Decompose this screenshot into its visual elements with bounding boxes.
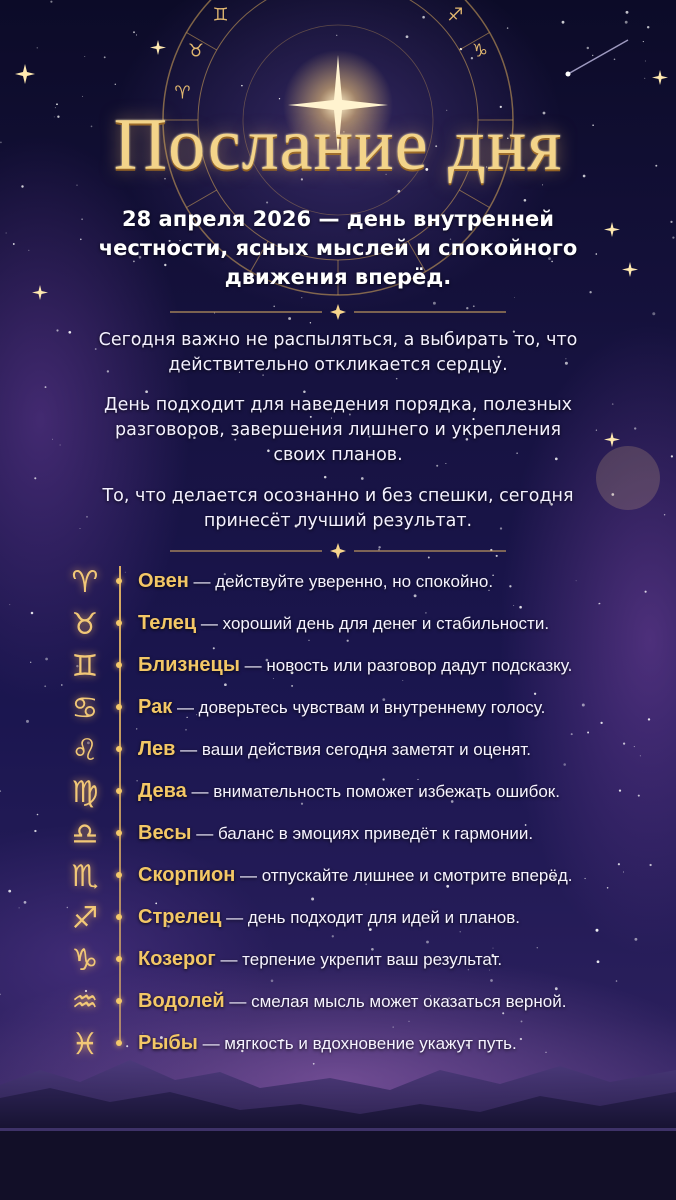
sign-name: Рыбы	[138, 1032, 198, 1054]
paragraph-1: Сегодня важно не распыляться, а выбирать то, что действительно откликается сердцу.	[98, 330, 578, 375]
sign-name: Стрелец	[138, 906, 222, 928]
sign-advice: — терпение укрепит ваш результат.	[215, 950, 503, 969]
sign-advice: — действуйте уверенно, но спокойно.	[188, 572, 494, 591]
bullet-dot	[116, 620, 122, 626]
sign-row	[64, 982, 664, 1024]
sign-advice: — отпускайте лишнее и смотрите вперёд.	[235, 866, 573, 885]
divider-bottom	[170, 543, 506, 559]
capricorn-icon: ♑	[71, 943, 99, 978]
sign-advice: — ваши действия сегодня заметят и оценят.	[175, 740, 531, 759]
zodiac-sign-list	[64, 562, 664, 1066]
aries-icon: ♈	[71, 565, 99, 600]
divider-top	[170, 304, 506, 320]
sign-name: Весы	[138, 822, 192, 844]
sign-advice: — внимательность поможет избежать ошибок.	[186, 782, 560, 801]
sign-advice: — мягкость и вдохновение укажут путь.	[197, 1034, 517, 1053]
sign-description	[138, 694, 545, 721]
libra-icon: ♎	[71, 817, 99, 852]
cancer-icon: ♋	[71, 691, 99, 726]
sign-row	[64, 1024, 664, 1066]
sign-advice: — доверьтесь чувствам и внутреннему голосу.	[172, 698, 546, 717]
sign-description	[138, 736, 531, 763]
bullet-dot	[116, 788, 122, 794]
sign-row	[64, 772, 664, 814]
bullet-dot	[116, 998, 122, 1004]
sign-description	[138, 568, 493, 595]
sign-name: Телец	[138, 612, 197, 634]
wheel-glyph-icon: ♐	[447, 4, 464, 26]
sign-row	[64, 604, 664, 646]
sign-advice: — смелая мысль может оказаться верной.	[224, 992, 567, 1011]
wheel-glyph-icon: ♉	[187, 40, 205, 62]
sign-advice: — новость или разговор дадут подсказку.	[239, 656, 573, 675]
sign-row	[64, 562, 664, 604]
water	[0, 1128, 676, 1200]
sign-name: Козерог	[138, 948, 216, 970]
sign-name: Скорпион	[138, 864, 236, 886]
sign-description	[138, 610, 549, 637]
sign-advice: — хороший день для денег и стабильности.	[196, 614, 550, 633]
sign-name: Лев	[138, 738, 176, 760]
sign-row	[64, 688, 664, 730]
sign-row	[64, 646, 664, 688]
sign-row	[64, 940, 664, 982]
sign-row	[64, 814, 664, 856]
wheel-glyph-icon: ♈	[174, 82, 191, 104]
bullet-dot	[116, 662, 122, 668]
paragraph-3: То, что делается осознанно и без спешки, сегодня принесёт лучший результат.	[102, 486, 574, 531]
sign-name: Водолей	[138, 990, 225, 1012]
bullet-dot	[116, 830, 122, 836]
intro-text: 28 апреля 2026 — день внутренней честности, ясных мыслей и спокойного движения вперёд.	[98, 207, 578, 289]
sign-advice: — баланс в эмоциях приведёт к гармонии.	[191, 824, 534, 843]
sign-row	[64, 856, 664, 898]
bullet-dot	[116, 956, 122, 962]
bullet-dot	[116, 914, 122, 920]
paragraph-2: День подходит для наведения порядка, полезных разговоров, завершения лишнего и укрепления своих планов.	[103, 395, 572, 465]
shooting-star	[566, 40, 629, 77]
bullet-dot	[116, 578, 122, 584]
page-title: Послание дня	[113, 104, 563, 186]
wheel-glyph-icon: ♑	[471, 40, 489, 62]
sign-description	[138, 904, 520, 931]
bullet-dot	[116, 872, 122, 878]
sagittarius-icon: ♐	[71, 901, 99, 936]
sign-row	[64, 730, 664, 772]
taurus-icon: ♉	[71, 607, 99, 642]
sign-name: Дева	[138, 780, 187, 802]
wheel-glyph-icon: ♊	[212, 4, 229, 26]
crescent-moon-icon	[596, 446, 660, 510]
sign-advice: — день подходит для идей и планов.	[221, 908, 520, 927]
sign-description	[138, 862, 572, 889]
sign-description	[138, 988, 566, 1015]
sign-description	[138, 778, 560, 805]
sign-name: Овен	[138, 570, 189, 592]
aquarius-icon: ♒	[71, 985, 99, 1020]
bullet-dot	[116, 746, 122, 752]
sign-name: Рак	[138, 696, 173, 718]
gemini-icon: ♊	[71, 649, 99, 684]
scorpio-icon: ♏	[71, 859, 99, 894]
sign-row	[64, 898, 664, 940]
pisces-icon: ♓	[71, 1027, 99, 1062]
sign-description	[138, 820, 533, 847]
leo-icon: ♌	[71, 733, 99, 768]
bullet-dot	[116, 1040, 122, 1046]
sign-name: Близнецы	[138, 654, 240, 676]
virgo-icon: ♍	[71, 775, 99, 810]
sign-description	[138, 652, 572, 679]
bullet-dot	[116, 704, 122, 710]
sign-description	[138, 1030, 517, 1057]
sign-description	[138, 946, 502, 973]
